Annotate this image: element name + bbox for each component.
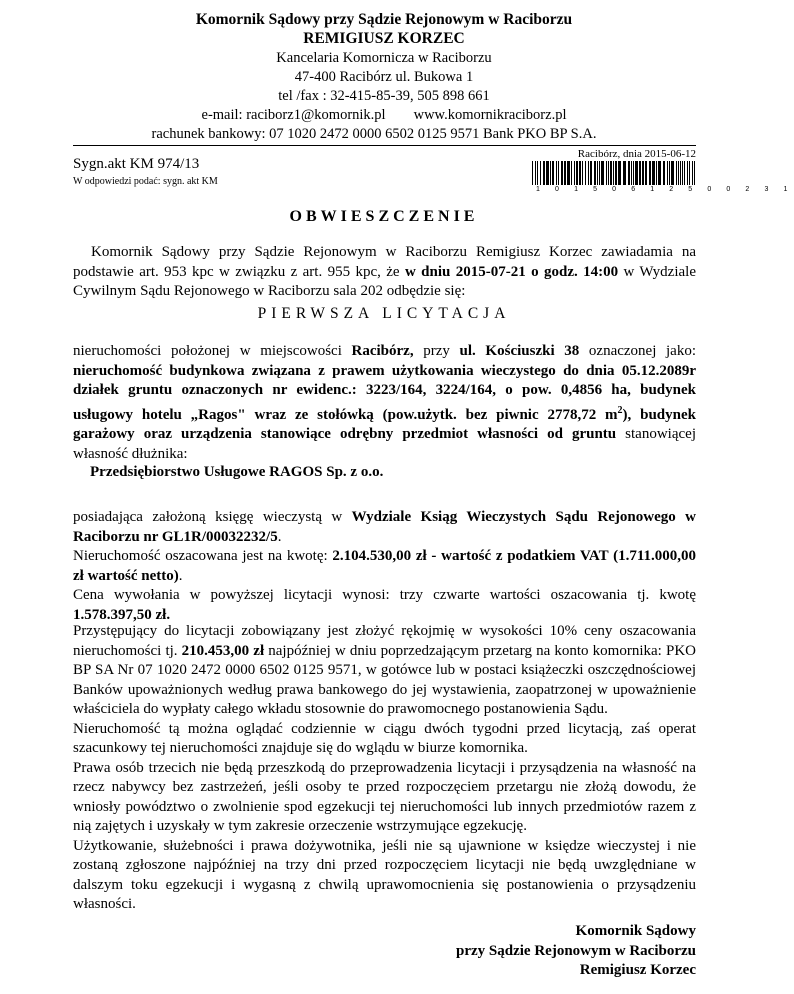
document-date: Racibórz, dnia 2015-06-12 — [577, 148, 696, 160]
registry-paragraph — [73, 508, 696, 625]
auction-title: PIERWSZA LICYTACJA — [257, 305, 511, 322]
property-city: Racibórz, — [351, 343, 414, 359]
property-description-2: ), budynek garażowy oraz urządzenia stanowiące odrębny przedmiot własności od gruntu — [73, 406, 696, 442]
document-title: OBWIESZCZENIE — [289, 208, 479, 225]
address: 47-400 Racibórz ul. Bukowa 1 — [294, 69, 474, 85]
valuation-amount: 2.104.530,00 zł - wartość z podatkiem VAT (1.711.000,00 zł wartość netto) — [73, 548, 696, 584]
deposit-amount: 210.453,00 zł — [181, 642, 265, 659]
intro-text-2: w Wydziale Cywilnym Sądu Rejonowego w Raciborzu sala 202 odbędzie się: — [73, 263, 696, 299]
viewing-paragraph: Nieruchomość tą można oglądać codziennie w ciągu dwóch tygodni przed licytacją, zaś operat szacunkowy tej nieruchomości znajduje się do wglądu w biurze komornika. — [73, 720, 696, 756]
phone: tel /fax : 32-415-85-39, 505 898 661 — [278, 88, 490, 104]
debtor-name: Przedsiębiorstwo Usługowe RAGOS Sp. z o.o. — [90, 464, 384, 480]
registry-text-1: posiadająca założoną księgę wieczystą w — [73, 509, 352, 525]
property-text-2: przy — [413, 343, 460, 359]
deposit-text-2: najpóźniej w dniu poprzedzającym przetarg na konto komornika: PKO BP SA Nr 07 1020 2472 0000 6502 0125 9571, w gotówce lub w postaci książeczki oszczędnościowej Banków upoważnionych według prawa bankowego do jej wystawienia, zaopatrzonej w upoważnienie właściciela do wypłaty całego wkładu stosownie do prawomocnego postanowienia Sądu. — [73, 642, 696, 717]
starting-price: 1.578.397,50 zł. — [73, 606, 171, 623]
property-text-3: oznaczonej jako: — [579, 343, 696, 359]
land-registry: Wydziale Ksiąg Wieczystych Sądu Rejonowego w Raciborzu nr GL1R/00032232/5 — [73, 509, 696, 545]
property-paragraph — [73, 342, 696, 464]
property-street: ul. Kościuszki 38 — [459, 343, 580, 359]
property-description: nieruchomość budynkowa związana z prawem użytkowania wieczystego do dnia 05.12.2089r działek gruntu oznaczonych nr ewidenc.: 3223/164, 3224/164, o pow. 0,4856 ha, budynek usługowy hotelu „Ragos" wraz ze stołówką (pow.użytk. bez piwnic 2778,72 m — [73, 362, 696, 423]
signature-block — [456, 922, 696, 981]
starting-price-text: Cena wywołania w powyższej licytacji wynosi: trzy czwarte wartości oszacowania tj. kwotę — [73, 587, 696, 603]
header-divider — [73, 145, 696, 146]
deposit-text-1: Przystępujący do licytacji zobowiązany jest złożyć rękojmię w wysokości 10% ceny oszacowania nieruchomości tj. — [73, 623, 696, 659]
third-party-rights-paragraph: Prawa osób trzecich nie będą przeszkodą do przeprowadzenia licytacji i przysądzenia na własność na rzecz nabywcy bez zastrzeżeń, jeśli osoby te przed rozpoczęciem przetargu nie złożą dowodu, że wniosły powództwo o zwolnienie spod egzekucji tej nieruchomości lub innych przedmiotów razem z nią zajętych i uzyskały w tym zakresie orzeczenie wstrzymujące egzekucję. — [73, 759, 696, 834]
office-name: Komornik Sądowy przy Sądzie Rejonowym w Raciborzu — [195, 11, 573, 28]
chancellery: Kancelaria Komornicza w Raciborzu — [276, 50, 492, 66]
signature-line-1: Komornik Sądowy — [575, 923, 696, 939]
reply-note: W odpowiedzi podać: sygn. akt KM — [73, 176, 218, 187]
case-number: Sygn.akt KM 974/13 — [73, 156, 200, 172]
conditions-paragraph — [73, 622, 696, 915]
property-text-4: stanowiącej własność dłużnika: — [73, 426, 696, 462]
website[interactable]: www.komornikraciborz.pl — [413, 107, 567, 123]
registry-text-2: . — [277, 528, 282, 545]
signature-line-3: Remigiusz Korzec — [579, 962, 696, 978]
intro-text-1: Komornik Sądowy przy Sądzie Rejonowym w Raciborzu Remigiusz Korzec zawiadamia na podstawie art. 953 kpc w związku z art. 955 kpc, że — [73, 244, 696, 280]
usufruct-paragraph: Użytkowanie, służebności i prawa dożywotnika, jeśli nie są ujawnione w księdze wieczystej i nie zostaną zgłoszone najpóźniej na trzy dni przed rozpoczęciem licytacji nie będą uwzględniane w dalszym toku egzekucji i wygasną z chwilą uprawomocnienia się postanowienia o przysądzeniu własności. — [73, 837, 696, 912]
auction-date: w dniu 2015-07-21 o godz. 14:00 — [404, 263, 619, 280]
property-text-1: nieruchomości położonej w miejscowości — [73, 343, 352, 359]
valuation-text: Nieruchomość oszacowana jest na kwotę: — [73, 548, 333, 564]
email[interactable]: e-mail: raciborz1@komornik.pl — [201, 107, 386, 123]
barcode — [532, 161, 696, 185]
property-area-exponent: 2 — [617, 404, 623, 416]
valuation-end: . — [178, 567, 183, 584]
contact-line — [0, 106, 768, 125]
bank-account: rachunek bankowy: 07 1020 2472 0000 6502 0125 9571 Bank PKO BP S.A. — [151, 126, 597, 142]
intro-paragraph — [73, 243, 696, 302]
barcode-digits: 1 0 1 5 0 6 1 2 5 0 0 2 3 1 — [536, 186, 794, 193]
signature-line-2: przy Sądzie Rejonowym w Raciborzu — [456, 942, 696, 959]
bailiff-name: REMIGIUSZ KORZEC — [303, 30, 465, 47]
